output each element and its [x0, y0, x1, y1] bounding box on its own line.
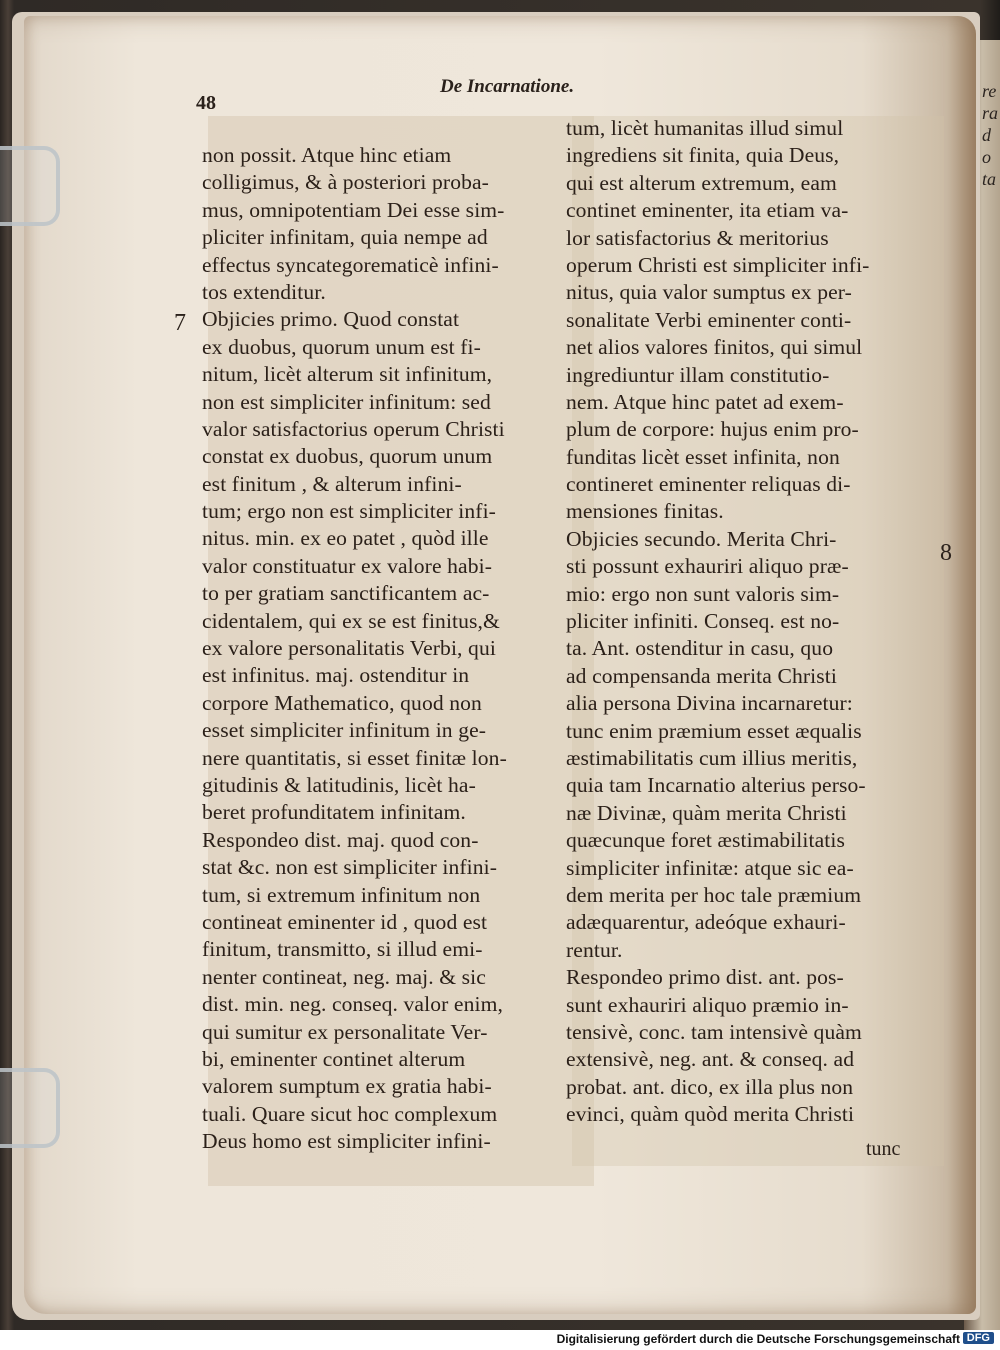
text-line: valor satisfactorius operum Christi — [202, 416, 505, 441]
text-line: alia persona Divina incarnaretur: — [566, 691, 853, 716]
text-line: non possit. Atque hinc etiam — [202, 143, 452, 167]
text-line: Objicies primo. Quod constat — [202, 307, 460, 332]
text-line: æstimabilitatis cum illius meritis, — [566, 745, 858, 770]
text-line: quæcunque foret æstimabilitatis — [566, 828, 845, 853]
text-line: ad compensanda merita Christi — [566, 663, 837, 688]
text-line: esset simpliciter infinitum in ge- — [202, 718, 487, 743]
text-line: adæquarentur, adeóque exhauri- — [566, 910, 846, 935]
text-line: est finitum , & alterum infini- — [202, 471, 462, 496]
text-line: rentur. — [566, 937, 623, 962]
text-line: effectus syncategorematicè infini- — [202, 252, 499, 277]
text-line: funditas licèt esset infinita, non — [566, 444, 840, 469]
binding-clip-bottom — [0, 1068, 60, 1148]
text-line: tos extenditur. — [202, 279, 326, 304]
text-line: dem merita per hoc tale præmium — [566, 882, 862, 907]
facing-page-fragment: ra — [982, 103, 999, 123]
text-line: probat. ant. dico, ex illa plus non — [566, 1074, 854, 1099]
dfg-logo: DFG — [963, 1332, 994, 1344]
page-number: 48 — [196, 92, 216, 114]
text-line: qui sumitur ex personalitate Ver- — [202, 1019, 488, 1044]
text-line: contineret eminenter reliquas di- — [566, 472, 851, 497]
text-line: ex duobus, quorum unum est fi- — [202, 334, 481, 359]
text-line: mus, omnipotentiam Dei esse sim- — [202, 197, 505, 222]
text-line: gitudinis & latitudinis, licèt ha- — [202, 772, 476, 797]
text-line: stat &c. non est simpliciter infini- — [202, 855, 498, 880]
text-line: finitum, transmitto, si illud emi- — [202, 937, 483, 962]
text-line: sti possunt exhauriri aliquo præ- — [566, 554, 849, 579]
text-line: simpliciter infinitæ: atque sic ea- — [566, 855, 854, 880]
right-text-column — [566, 115, 906, 1128]
text-line: beret profunditatem infinitam. — [202, 800, 466, 825]
text-line: næ Divinæ, quàm merita Christi — [566, 800, 847, 825]
text-line: valorem sumptum ex gratia habi- — [202, 1074, 492, 1099]
text-line: net alios valores finitos, qui simul — [566, 335, 863, 360]
text-line: est infinitus. maj. ostenditur in — [202, 663, 470, 688]
text-line: mensiones finitas. — [566, 499, 724, 524]
text-line: tum, licèt humanitas illud simul — [566, 116, 844, 140]
text-line: pliciter infiniti. Conseq. est no- — [566, 609, 840, 634]
text-line: Respondeo primo dist. ant. pos- — [566, 965, 844, 990]
text-line: nitus, quia valor sumptus ex per- — [566, 280, 852, 305]
text-line: tum, si extremum infinitum non — [202, 882, 481, 907]
funding-credit: Digitalisierung gefördert durch die Deutsche Forschungsgemeinschaft — [556, 1332, 960, 1346]
text-line: tensivè, conc. tam intensivè quàm — [566, 1019, 862, 1044]
binding-clip-top — [0, 146, 60, 226]
text-line: valor constituatur ex valore habi- — [202, 553, 493, 578]
text-line: non est simpliciter infinitum: sed — [202, 389, 491, 414]
text-line: ingrediuntur illam constitutio- — [566, 362, 830, 387]
text-line: corpore Mathematico, quod non — [202, 690, 482, 715]
text-line: lor satisfactorius & meritorius — [566, 225, 829, 250]
facing-page-fragment: ta — [982, 169, 997, 189]
text-line: tunc enim præmium esset æqualis — [566, 718, 862, 743]
text-line: cidentalem, qui ex se est finitus,& — [202, 608, 500, 633]
left-text-column — [202, 142, 552, 1155]
facing-page-fragment: o — [982, 147, 991, 167]
text-line: extensivè, neg. ant. & conseq. ad — [566, 1047, 855, 1072]
text-line: ingrediens sit finita, quia Deus, — [566, 143, 840, 168]
text-line: plum de corpore: hujus enim pro- — [566, 417, 859, 442]
text-line: sunt exhauriri aliquo præmio in- — [566, 992, 849, 1017]
text-line: ex valore personalitatis Verbi, qui — [202, 636, 496, 661]
text-line: evinci, quàm quòd merita Christi — [566, 1102, 855, 1127]
text-line: continet eminenter, ita etiam va- — [566, 198, 849, 223]
text-line: colligimus, & à posteriori proba- — [202, 170, 489, 195]
facing-page-fragment: re — [982, 81, 997, 101]
text-line: Deus homo est simpliciter infini- — [202, 1129, 491, 1154]
text-line: quia tam Incarnatio alterius perso- — [566, 773, 866, 798]
text-line: contineat eminenter id , quod est — [202, 909, 488, 934]
text-line: nere quantitatis, si esset finitæ lon- — [202, 745, 507, 770]
digitization-footer — [0, 1330, 1000, 1350]
facing-page-fragment: d — [982, 125, 991, 145]
margin-number-7: 7 — [174, 310, 186, 336]
text-line: ta. Ant. ostenditur in casu, quo — [566, 636, 834, 661]
text-line: bi, eminenter continet alterum — [202, 1046, 466, 1071]
catchword: tunc — [866, 1138, 901, 1160]
text-line: mio: ergo non sunt valoris sim- — [566, 581, 840, 606]
text-line: Respondeo dist. maj. quod con- — [202, 827, 479, 852]
text-line: to per gratiam sanctificantem ac- — [202, 581, 490, 606]
text-line: constat ex duobus, quorum unum — [202, 444, 493, 469]
text-line: sonalitate Verbi eminenter conti- — [566, 307, 852, 332]
text-line: pliciter infinitam, quia nempe ad — [202, 225, 488, 250]
text-line: tuali. Quare sicut hoc complexum — [202, 1101, 498, 1126]
text-line: Objicies secundo. Merita Chri- — [566, 526, 837, 551]
text-line: operum Christi est simpliciter infi- — [566, 252, 870, 277]
text-line: tum; ergo non est simpliciter infi- — [202, 499, 496, 524]
text-line: nitus. min. ex eo patet , quòd ille — [202, 526, 489, 551]
margin-number-8: 8 — [940, 540, 952, 566]
text-line: qui est alterum extremum, eam — [566, 170, 837, 195]
text-line: nitum, licèt alterum sit infinitum, — [202, 362, 493, 387]
text-line: dist. min. neg. conseq. valor enim, — [202, 992, 503, 1017]
text-line: nenter contineat, neg. maj. & sic — [202, 964, 486, 989]
text-line: nem. Atque hinc patet ad exem- — [566, 389, 844, 414]
running-head: De Incarnatione. — [440, 76, 575, 97]
